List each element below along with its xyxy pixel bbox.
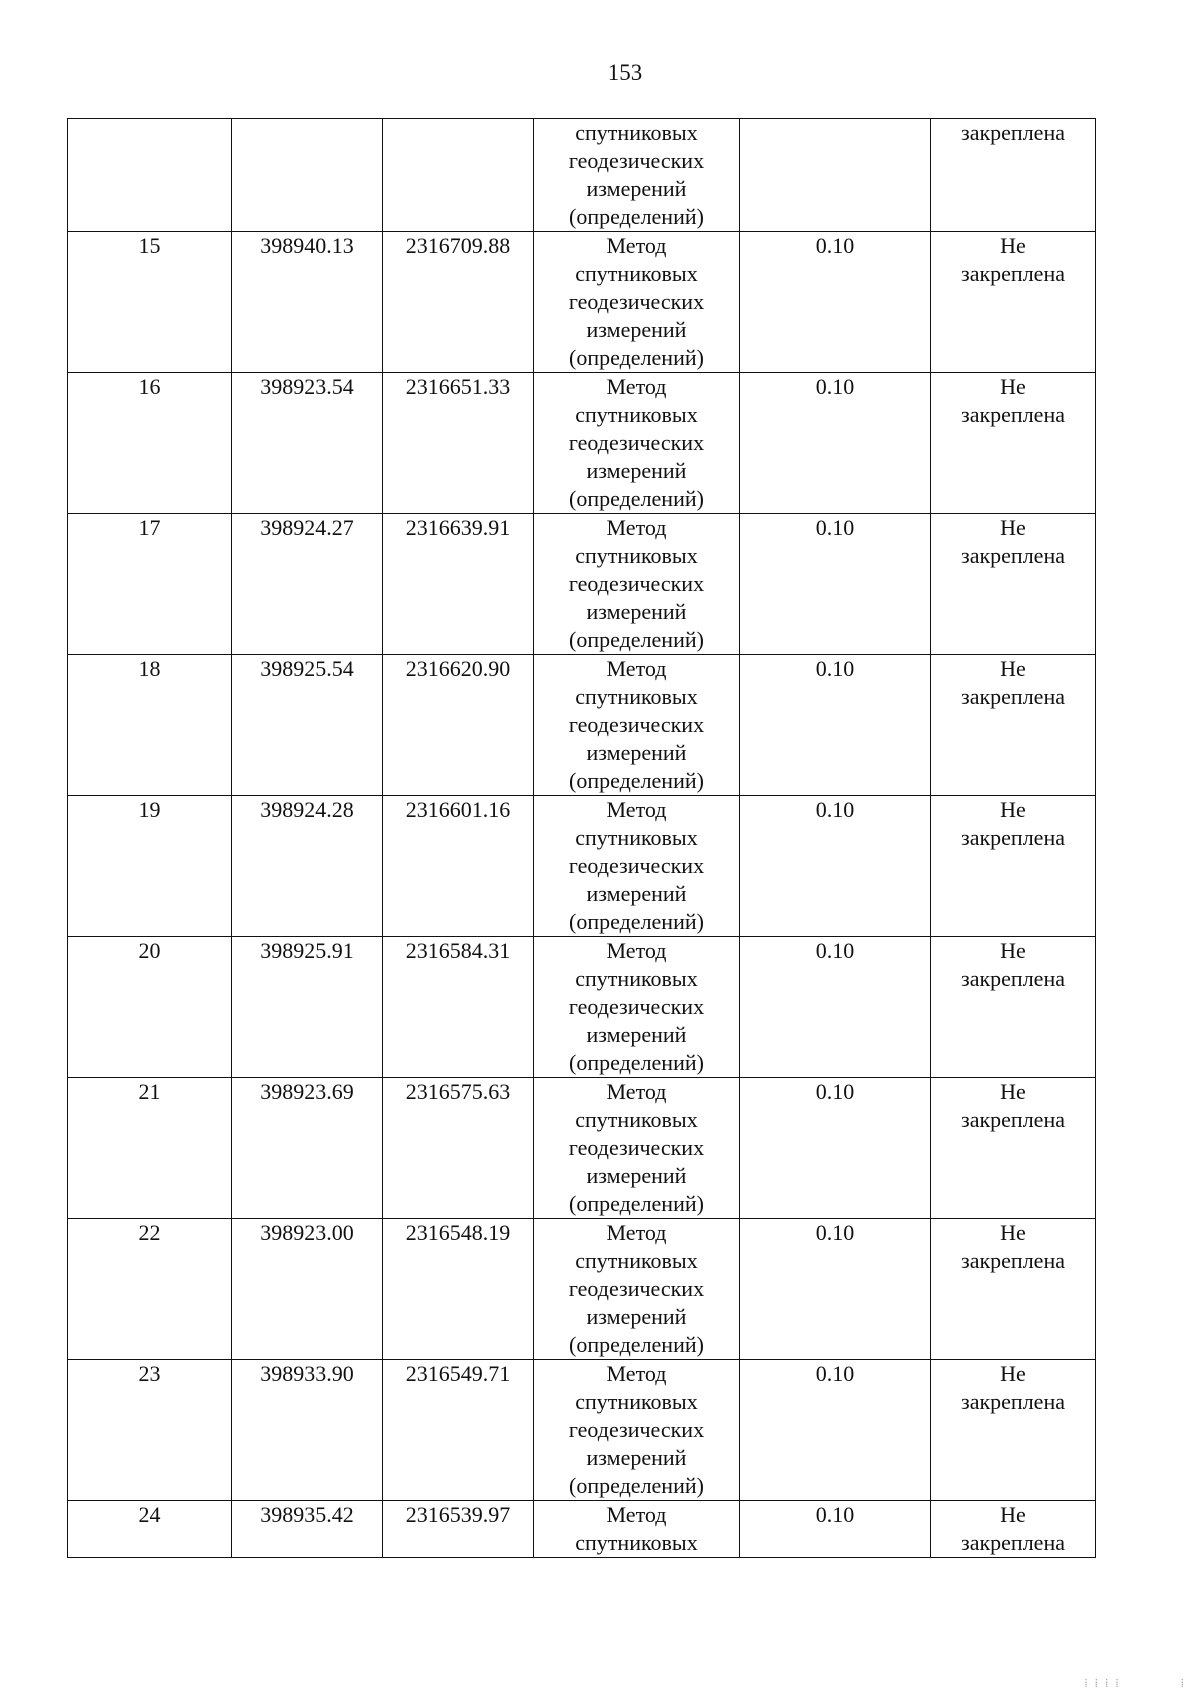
cell-method — [534, 1501, 740, 1558]
cell-y: 2316620.90 — [383, 655, 534, 796]
status-text: Не закреплена — [961, 656, 1065, 709]
cell-method — [534, 796, 740, 937]
cell-y: 2316548.19 — [383, 1219, 534, 1360]
status-text: Не закреплена — [961, 1361, 1065, 1414]
method-text: Метод спутниковых — [575, 1502, 698, 1555]
method-text: Метод спутниковых геодезических измерений (определений) — [568, 656, 705, 793]
table-body — [68, 119, 1096, 1558]
table-row — [68, 937, 1096, 1078]
cell-accuracy — [740, 119, 931, 232]
cell-number: 18 — [68, 655, 232, 796]
coordinates-table — [67, 118, 1096, 1558]
cell-status — [931, 937, 1096, 1078]
cell-accuracy: 0.10 — [740, 1219, 931, 1360]
method-text: Метод спутниковых геодезических измерений (определений) — [568, 515, 705, 652]
status-text: Не закреплена — [961, 515, 1065, 568]
table-row — [68, 655, 1096, 796]
status-text: Не закреплена — [961, 938, 1065, 991]
cell-accuracy: 0.10 — [740, 514, 931, 655]
method-text: Метод спутниковых геодезических измерений (определений) — [568, 1220, 705, 1357]
table-row — [68, 1219, 1096, 1360]
cell-x: 398925.91 — [232, 937, 383, 1078]
cell-y: 2316539.97 — [383, 1501, 534, 1558]
table-row-last — [68, 1501, 1096, 1558]
cell-x: 398923.69 — [232, 1078, 383, 1219]
cell-accuracy: 0.10 — [740, 655, 931, 796]
cell-y: 2316575.63 — [383, 1078, 534, 1219]
table-row — [68, 1360, 1096, 1501]
cell-y: 2316584.31 — [383, 937, 534, 1078]
method-text: Метод спутниковых геодезических измерений (определений) — [568, 374, 705, 511]
method-text: Метод спутниковых геодезических измерений (определений) — [568, 1361, 705, 1498]
cell-number: 24 — [68, 1501, 232, 1558]
cell-status — [931, 1219, 1096, 1360]
cell-status — [931, 1078, 1096, 1219]
cell-method — [534, 232, 740, 373]
cell-x: 398924.27 — [232, 514, 383, 655]
cell-number: 19 — [68, 796, 232, 937]
cell-x: 398923.00 — [232, 1219, 383, 1360]
status-text: Не закреплена — [961, 374, 1065, 427]
cell-number: 23 — [68, 1360, 232, 1501]
cell-method — [534, 655, 740, 796]
cell-status — [931, 119, 1096, 232]
cell-number: 21 — [68, 1078, 232, 1219]
status-text: Не закреплена — [961, 233, 1065, 286]
cell-accuracy: 0.10 — [740, 937, 931, 1078]
cell-status — [931, 1501, 1096, 1558]
cell-accuracy: 0.10 — [740, 796, 931, 937]
cell-status — [931, 514, 1096, 655]
table-row — [68, 232, 1096, 373]
cell-method — [534, 373, 740, 514]
cell-status — [931, 796, 1096, 937]
cell-number: 20 — [68, 937, 232, 1078]
cell-method — [534, 1360, 740, 1501]
cell-y: 2316709.88 — [383, 232, 534, 373]
cell-y — [383, 119, 534, 232]
cell-method — [534, 514, 740, 655]
status-text: закреплена — [961, 120, 1065, 145]
cell-status — [931, 232, 1096, 373]
cell-y: 2316601.16 — [383, 796, 534, 937]
cell-accuracy: 0.10 — [740, 373, 931, 514]
cell-number: 16 — [68, 373, 232, 514]
cell-status — [931, 373, 1096, 514]
method-text: Метод спутниковых геодезических измерений (определений) — [568, 233, 705, 370]
status-text: Не закреплена — [961, 797, 1065, 850]
scan-marks: ⁞ ⁞ ⁞ ⁞ ⁞ — [1084, 1676, 1186, 1690]
table-row — [68, 514, 1096, 655]
cell-status — [931, 655, 1096, 796]
cell-accuracy: 0.10 — [740, 232, 931, 373]
cell-method — [534, 1078, 740, 1219]
status-text: Не закреплена — [961, 1502, 1065, 1555]
cell-method — [534, 937, 740, 1078]
cell-x: 398933.90 — [232, 1360, 383, 1501]
cell-accuracy: 0.10 — [740, 1078, 931, 1219]
cell-y: 2316549.71 — [383, 1360, 534, 1501]
cell-number — [68, 119, 232, 232]
method-text: Метод спутниковых геодезических измерений (определений) — [568, 938, 705, 1075]
table-row — [68, 1078, 1096, 1219]
cell-x — [232, 119, 383, 232]
cell-y: 2316651.33 — [383, 373, 534, 514]
cell-x: 398925.54 — [232, 655, 383, 796]
cell-accuracy: 0.10 — [740, 1501, 931, 1558]
cell-status — [931, 1360, 1096, 1501]
cell-x: 398940.13 — [232, 232, 383, 373]
cell-number: 15 — [68, 232, 232, 373]
table-row — [68, 373, 1096, 514]
cell-method — [534, 119, 740, 232]
cell-number: 17 — [68, 514, 232, 655]
cell-x: 398923.54 — [232, 373, 383, 514]
status-text: Не закреплена — [961, 1220, 1065, 1273]
cell-number: 22 — [68, 1219, 232, 1360]
method-text: спутниковых геодезических измерений (определений) — [568, 120, 705, 229]
cell-x: 398924.28 — [232, 796, 383, 937]
status-text: Не закреплена — [961, 1079, 1065, 1132]
page-number: 153 — [607, 60, 643, 85]
table-row — [68, 796, 1096, 937]
cell-x: 398935.42 — [232, 1501, 383, 1558]
method-text: Метод спутниковых геодезических измерений (определений) — [568, 1079, 705, 1216]
cell-method — [534, 1219, 740, 1360]
cell-y: 2316639.91 — [383, 514, 534, 655]
method-text: Метод спутниковых геодезических измерений (определений) — [568, 797, 705, 934]
cell-accuracy: 0.10 — [740, 1360, 931, 1501]
table-row-continuation — [68, 119, 1096, 232]
